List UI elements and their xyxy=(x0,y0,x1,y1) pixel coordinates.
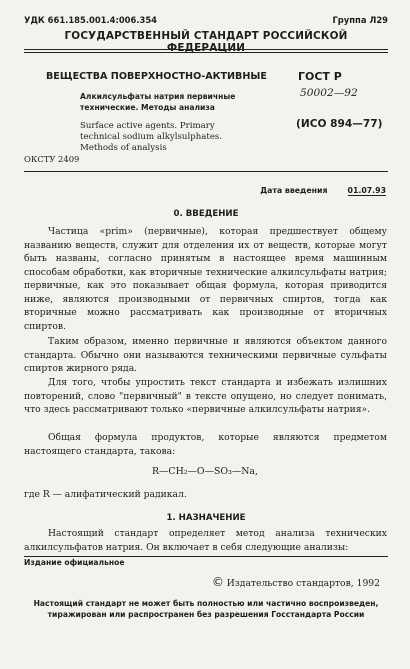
copyright-line xyxy=(212,575,380,589)
gost-number: 50002—92 xyxy=(300,87,358,99)
state-standard-heading: ГОСУДАРСТВЕННЫЙ СТАНДАРТ РОССИЙСКОЙ ФЕДЕРАЦИИ xyxy=(64,30,348,54)
standard-title-block xyxy=(24,71,274,154)
reproduction-notice xyxy=(24,598,388,620)
title-rule xyxy=(24,171,388,172)
subtitle-en-line: Methods of analysis xyxy=(80,143,167,153)
paragraph-object: Таким образом, именно первичные и являются объектом данного стандарта. Обычно они называются техническими первичные сульфаты спиртов жирного ряда. xyxy=(24,336,387,374)
header-rule xyxy=(24,49,388,50)
section-heading-purpose: 1. НАЗНАЧЕНИЕ xyxy=(166,513,246,523)
gost-designation xyxy=(296,70,396,130)
subtitle-en-line: technical sodium alkylsulphates. xyxy=(80,132,223,142)
introduction-date xyxy=(260,186,386,196)
official-edition: Издание официальное xyxy=(24,558,125,567)
subtitle-en-line: Surface active agents. Primary xyxy=(80,121,215,131)
header-rule-thin xyxy=(24,52,388,53)
standard-subtitle-en xyxy=(80,121,274,154)
group-code: Группа Л29 xyxy=(332,15,388,25)
section-heading-intro: 0. ВВЕДЕНИЕ xyxy=(173,209,239,219)
paragraph-prim: Частица «prim» (первичные), которая предшествует общему названию веществ, служит для отделения их от веществ, которые могут быть названы, согласно принятым в настоящее время машинным способам обработки, как вторичные технические алкилсульфаты натрия; первичные, как это показывает общая формула, которая приводится ниже, являются производными от первичных спиртов, тогда как вторичные можно рассматривать как производные от вторичных спиртов. xyxy=(24,226,387,332)
udc-code: УДК 661.185.001.4:006.354 xyxy=(24,15,157,25)
paragraph-formula-intro: Общая формула продуктов, которые являются предметом настоящего стандарта, такова: xyxy=(24,432,387,457)
iso-reference: (ИСО 894—77) xyxy=(296,118,383,130)
copyright-icon: © xyxy=(211,575,224,589)
standard-subtitle-ru xyxy=(80,91,274,113)
general-formula: R—CH₂—O—SO₃—Na, xyxy=(152,466,258,477)
intro-date-label: Дата введения xyxy=(260,186,328,195)
page-header xyxy=(24,15,388,25)
subtitle-ru-line: Алкилсульфаты натрия первичные xyxy=(80,92,236,101)
copyright-text: Издательство стандартов, 1992 xyxy=(226,578,380,589)
okstu-code: ОКСТУ 2409 xyxy=(24,154,80,164)
paragraph-radical: где R — алифатический радикал. xyxy=(24,489,187,500)
notice-line: тиражирован или распространен без разрешения Госстандарта России xyxy=(47,610,365,619)
intro-date-value: 01.07.93 xyxy=(347,186,386,195)
footer-rule xyxy=(24,556,388,557)
paragraph-purpose: Настоящий стандарт определяет метод анализа технических алкилсульфатов натрия. Он включает в себя следующие анализы: xyxy=(24,528,387,553)
paragraph-simplify: Для того, чтобы упростить текст стандарта и избежать излишних повторений, слово "первичный" в тексте опущено, но следует понимать, что здесь рассматривают только «первичные алкилсульфаты натрия». xyxy=(24,377,387,415)
notice-line: Настоящий стандарт не может быть полностью или частично воспроизведен, xyxy=(33,599,379,608)
gost-label: ГОСТ Р xyxy=(298,70,342,83)
standard-name: ВЕЩЕСТВА ПОВЕРХНОСТНО-АКТИВНЫЕ xyxy=(46,71,267,82)
subtitle-ru-line: технические. Методы анализа xyxy=(80,103,215,112)
